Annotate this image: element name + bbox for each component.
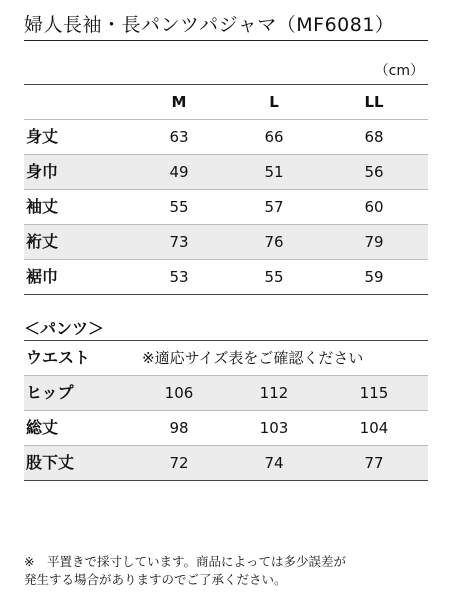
row-label: 総丈 [26,418,59,437]
cell-ll: 59 [364,268,384,286]
cell-l: 103 [259,419,289,437]
cell-m: 63 [169,128,189,146]
row-label: 袖丈 [26,197,59,216]
table-row [24,340,428,376]
footnote-line: ※ 平置きで採寸しています。商品によっては多少誤差が [24,554,346,569]
table-row [24,190,428,225]
table-row [24,376,428,411]
header-size-m: M [171,93,187,111]
table-row [24,446,428,481]
row-label: 裾巾 [26,267,59,286]
table-row [24,260,428,295]
row-label: 股下丈 [26,453,75,472]
footnote [24,553,434,589]
table-row [24,225,428,260]
row-label: ウエスト [26,348,91,367]
cell-l: 66 [264,128,284,146]
title-underline [24,40,428,41]
cell-l: 55 [264,268,284,286]
cell-ll: 77 [364,454,384,472]
cell-l: 74 [264,454,284,472]
table-row [24,411,428,446]
table-header-row [24,84,428,120]
cell-l: 76 [264,233,284,251]
row-label: ヒップ [26,383,74,402]
cell-ll: 68 [364,128,384,146]
pants-section-heading: ＜パンツ＞ [24,319,105,338]
cell-m: 72 [169,454,189,472]
cell-m: 53 [169,268,189,286]
footnote-line: 発生する場合がありますのでご了承ください。 [24,572,287,587]
header-size-l: L [269,93,279,111]
cell-ll: 56 [364,163,384,181]
cell-ll: 60 [364,198,384,216]
row-label: 裄丈 [26,232,59,251]
row-label: 身丈 [26,127,59,146]
cell-m: 73 [169,233,189,251]
cell-m: 55 [169,198,189,216]
cell-ll: 79 [364,233,384,251]
unit-label: （cm） [374,63,424,79]
cell-ll: 104 [359,419,389,437]
top-size-table [24,84,428,295]
waist-note: ※適応サイズ表をご確認ください [142,349,364,367]
header-size-ll: LL [364,93,384,111]
cell-ll: 115 [359,384,389,402]
table-row [24,120,428,155]
page-title: 婦人長袖・長パンツパジャマ（MF6081） [24,14,395,36]
cell-l: 57 [264,198,284,216]
pants-size-table [24,340,428,481]
row-label: 身巾 [26,162,59,181]
table-row [24,155,428,190]
cell-l: 51 [264,163,284,181]
cell-m: 98 [169,419,189,437]
cell-m: 106 [164,384,194,402]
cell-l: 112 [259,384,289,402]
cell-m: 49 [169,163,189,181]
